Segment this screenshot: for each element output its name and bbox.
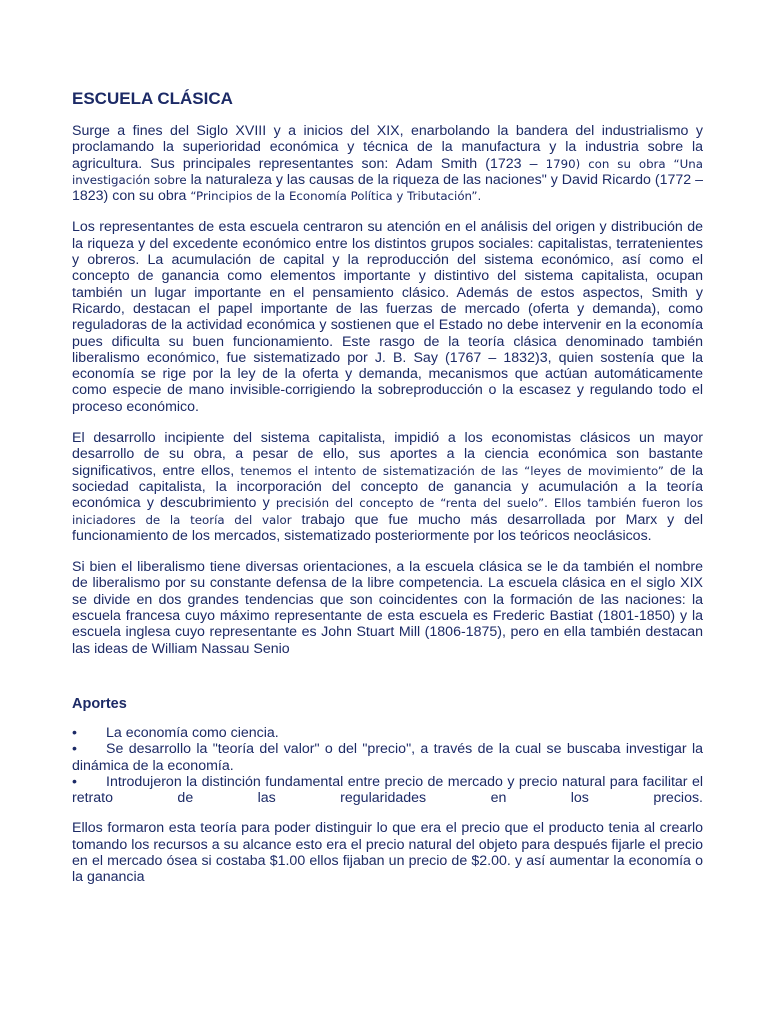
bullet-icon: • [72, 724, 77, 741]
list-item-text: La economía como ciencia. [106, 724, 279, 741]
paragraph-representatives: Los representantes de esta escuela centraron su atención en el análisis del origen y distribución de la riqueza y del excedente económico entre los distintos grupos sociales: capitalistas, terratenientes y obreros. La acumulación de capital y la reproducción del sistema económico, así como el concepto de ganancia como elementos importante y distintivo del sistema capitalista, ocupan también un lugar importante en el pensamiento clásico. Además de estos aspectos, Smith y Ricardo, destacan el papel importante de las fuerzas de mercado (oferta y demanda), como reguladoras de la actividad económica y sostienen que el Estado no debe intervenir en la economía pues dificulta su buen funcionamiento. Este rasgo de la teoría clásica denominado también liberalismo económico, fue sistematizado por J. B. Say (1767 – 1832)3, quien sostenía que la economía se rige por la ley de la oferta y demanda, mecanismos que actúan automáticamente como especie de mano invisible-corrigiendo la sobreproducción o la escasez y regulando todo el proceso económico. [72, 219, 703, 415]
paragraph-closing: Ellos formaron esta teoría para poder distinguir lo que era el precio que el producto tenia al crearlo tomando los recursos a su alcance esto era el precio natural del objeto para después fijarle el precio en el mercado ósea si costaba $1.00 ellos fijaban un precio de $2.00. y así aumentar la economía o la ganancia [72, 820, 703, 886]
list-item [72, 725, 703, 741]
paragraph-development-part: trabajo que fue mucho más desarrollada por Marx y del funcionamiento de los mercados, sistematizado posteriormente por los teóricos neoclásicos. [72, 511, 704, 544]
document-page [72, 88, 703, 901]
paragraph-intro [72, 123, 703, 204]
bullet-icon: • [72, 773, 77, 790]
paragraph-liberalism: Si bien el liberalismo tiene diversas orientaciones, a la escuela clásica se le da también el nombre de liberalismo por su constante defensa de la libre competencia. La escuela clásica en el siglo XIX se divide en dos grandes tendencias que son coincidentes con la formación de las naciones: la escuela francesa cuyo máximo representante de esta escuela es Frederic Bastiat (1801-1850) y la escuela inglesa cuyo representante es John Stuart Mill (1806-1875), pero en ella también destacan las ideas de William Nassau Senio [72, 559, 703, 657]
aportes-list [72, 725, 703, 806]
paragraph-intro-part: la naturaleza y las causas de la riqueza de las naciones" y David Ricardo (1772 – 1823) con su obra [72, 171, 704, 205]
section-heading-aportes: Aportes [72, 695, 127, 712]
list-item-text: Introdujeron la distinción fundamental entre precio de mercado y precio natural para facilitar el retrato de las regularidades en los precios. [72, 773, 703, 807]
paragraph-development [72, 430, 703, 544]
paragraph-intro-part: Surge a fines del Siglo XVIII y a inicios del XIX, enarbolando la bandera del industrialismo y proclamando la superioridad económica y técnica de la manufactura y la industria sobre la agricultura. Sus principales representantes son: Adam Smith (1723 – [72, 123, 703, 172]
bullet-icon: • [72, 741, 77, 758]
paragraph-development-part: El desarrollo incipiente del sistema capitalista, impidió a los economistas clásicos un mayor desarrollo de su obra, a pesar de ello, sus aportes a la ciencia económica son bastante significativos, entre ellos, [72, 430, 703, 479]
list-item-text: Se desarrollo la "teoría del valor" o del "precio", a través de la cual se buscaba investigar la dinámica de la economía. [72, 741, 703, 774]
paragraph-intro-part: “Principios de la Economía Política y Tributación”. [190, 189, 482, 204]
page-title: ESCUELA CLÁSICA [72, 89, 233, 108]
paragraph-development-part: tenemos el intento de sistematización de las “leyes de movimiento” [240, 463, 664, 478]
list-item [72, 741, 703, 774]
paragraph-development-part: precisión del concepto de “renta del suelo”. Ellos también fueron los iniciadores de la teoría del valor [72, 496, 703, 527]
paragraph-development-part: de la sociedad capitalista, la incorporación del concepto de ganancia y acumulación a la teoría económica y descubrimiento y [72, 462, 703, 512]
paragraph-intro-part: 1790) con su obra “Una investigación sobre [72, 156, 704, 187]
list-item [72, 774, 703, 807]
